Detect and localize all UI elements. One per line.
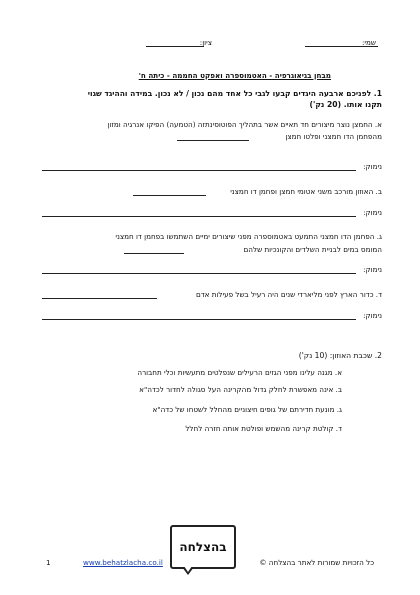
name-field[interactable] (305, 46, 378, 47)
footer-website-link[interactable]: www.behatzlacha.co.il (83, 558, 163, 567)
q1-item-b-answer-line[interactable] (133, 195, 206, 196)
logo-text: בהצלחה (179, 540, 227, 554)
q1-item-a-line1: א. החמצן נוצר מיצורים חד תאיים אשר בתהליך הפוטוסינתזה (הטמעה) הפיקו אנרגיה ומזון (107, 120, 382, 129)
q2-option-a[interactable]: א. מגנה עלינו מפני הגזים הרעילים שנפלטים מתעשיות וכלי תחבורה (137, 368, 342, 377)
q2-option-c[interactable]: ג. מונעת חדירתם של גופים חיצוניים מהחלל לשטחו של כדה"א (152, 405, 342, 414)
q1-item-c-line1: ג. הפחמן הדו חמצני התמעט באטמוספרה מפני שיצורים ימיים השתמשו בפחמן דו חמצני (115, 232, 382, 241)
behatzlacha-logo (170, 525, 236, 569)
q1-item-c-line2: המומס במים לבניית השלדים והקונכיות שלהם (243, 245, 382, 254)
q1-item-d-line1: ד. כדור הארץ לפני מליארדי שנים היה רעיל בשל פעילות אדם (195, 290, 382, 299)
q1-item-a-line2: מהפחמן הדו חמצני ופלטו חמצן (285, 132, 382, 141)
grade-label: ציון: (199, 38, 212, 47)
page-title: מבחן בגיאוגרפיה - האטמוספרה ואפקט החממה - כיתה ח' (138, 71, 331, 80)
q2-option-d[interactable]: ד. קולטת קרינה מהשמש ופולטת אותה חזרה לחלל (185, 424, 342, 433)
q2-option-b[interactable]: ב. אינה מאפשרת לחלק גדול מהקרינה העל סגולה לחדור לכדה"א (139, 385, 342, 394)
footer-copyright: כל הזכויות שמורות לאתר בהצלחה © (259, 558, 374, 567)
q1-item-c-answer-line[interactable] (124, 253, 184, 254)
q1-item-d-reason-line[interactable] (42, 319, 356, 320)
q1-item-a-reason-label: נימוק: (363, 162, 382, 171)
grade-field[interactable] (146, 46, 204, 47)
q1-instruction-line2: תקנו אותו. (20 נק') (309, 100, 382, 109)
q1-item-c-reason-line[interactable] (42, 273, 356, 274)
q1-item-b-line1: ב. האוזון מורכב משני אטומי חמצן ופחמן דו חמצני (230, 187, 382, 196)
q1-item-a-answer-line[interactable] (177, 140, 249, 141)
q1-item-c-reason-label: נימוק: (363, 265, 382, 274)
q1-item-a-reason-line[interactable] (42, 170, 356, 171)
q1-item-d-answer-line[interactable] (42, 298, 157, 299)
name-label: שמי: (361, 38, 376, 47)
q2-title: 2. שכבת האוזון: (10 נק') (298, 351, 382, 360)
q1-item-b-reason-line[interactable] (42, 216, 356, 217)
q1-instruction-line1: 1. לפניכם ארבעה היגדים קבעו לגבי כל אחד מהם נכון / לא נכון. במידה וההיגד שגוי (87, 89, 382, 98)
page-number: 1 (46, 558, 51, 567)
q1-item-d-reason-label: נימוק: (363, 311, 382, 320)
q1-item-b-reason-label: נימוק: (363, 208, 382, 217)
